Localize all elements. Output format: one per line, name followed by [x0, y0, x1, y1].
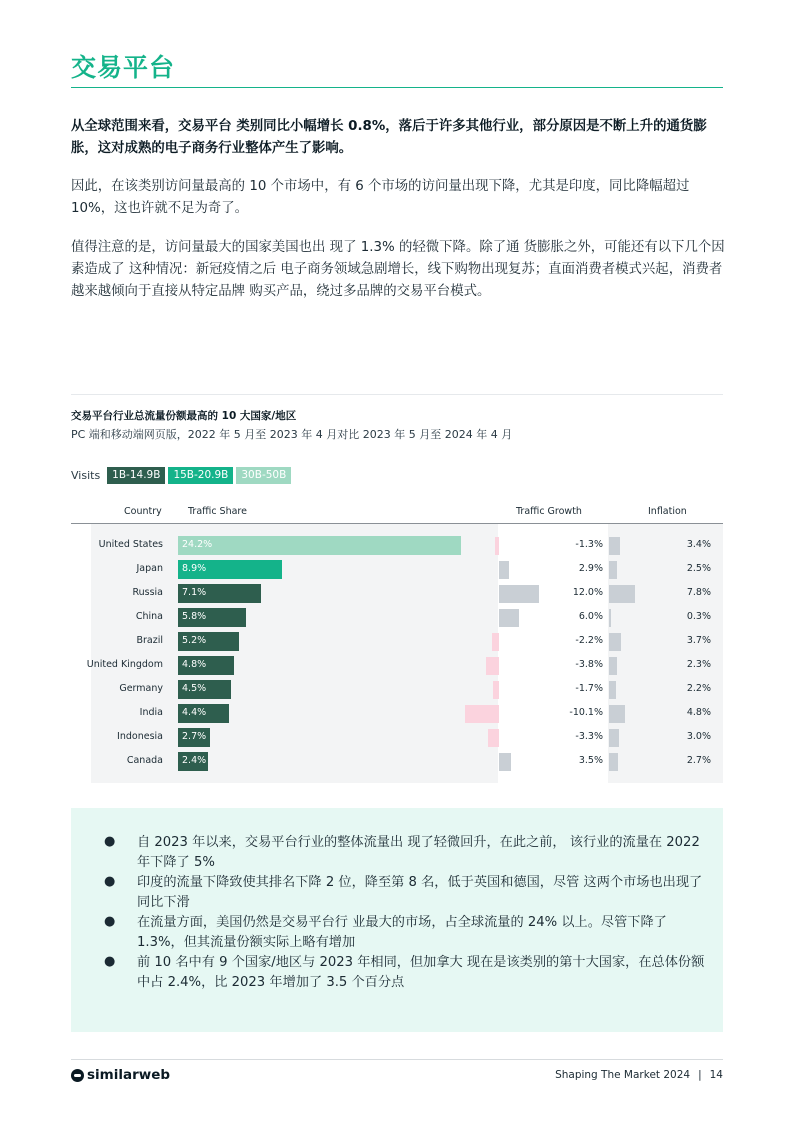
page-title: 交易平台: [71, 53, 176, 82]
inflation-bar: [609, 753, 618, 771]
country-name: India: [139, 707, 163, 718]
top-markets-table: [71, 500, 723, 783]
country-name: Russia: [132, 587, 163, 598]
growth-value: -1.3%: [575, 539, 603, 550]
footer-info: [555, 1069, 723, 1081]
table-row: [71, 654, 723, 678]
share-label: 4.5%: [182, 683, 207, 694]
inflation-bar: [609, 681, 616, 699]
inflation-value: 2.3%: [686, 659, 711, 670]
growth-value: -2.2%: [575, 635, 603, 646]
share-bar: [178, 608, 246, 627]
visits-legend: [71, 467, 291, 484]
header-divider: [71, 523, 723, 524]
share-bar: [178, 656, 234, 675]
footer-divider: [71, 1059, 723, 1060]
table-row: [71, 558, 723, 582]
similarweb-logo: similarweb: [71, 1067, 170, 1083]
inflation-value: 2.2%: [686, 683, 711, 694]
takeaway-item: ● 在流量方面，美国仍然是交易平台行 业最大的市场，占全球流量的 24% 以上。尽管下降了 1.3%，但其流量份额实际上略有增加: [104, 914, 667, 950]
share-label: 5.2%: [182, 635, 207, 646]
country-name: United States: [98, 539, 163, 550]
takeaway-item: ● 前 10 名中有 9 个国家/地区与 2023 年相同，但加拿大 现在是该类别的第十大国家，在总体份额中占 2.4%，比 2023 年增加了 3.5 个百分点: [104, 954, 705, 990]
growth-value: -1.7%: [575, 683, 603, 694]
table-row: [71, 726, 723, 750]
title-divider: [71, 87, 723, 88]
table-row: [71, 606, 723, 630]
country-name: China: [135, 611, 163, 622]
takeaway-item: ● 自 2023 年以来，交易平台行业的整体流量出 现了轻微回升，在此之前， 该行业的流量在 2022 年下降了 5%: [104, 834, 700, 870]
table-row: [71, 534, 723, 558]
growth-bar: [492, 633, 499, 651]
column-header-country: Country: [124, 506, 162, 517]
lead-paragraph: 从全球范围来看，交易平台 类别同比小幅增长 0.8%，落后于许多其他行业，部分原因是不断上升的通货膨胀，这对成熟的电子商务行业整体产生了影响。: [71, 119, 707, 156]
country-name: Indonesia: [117, 731, 163, 742]
inflation-bar: [609, 657, 617, 675]
table-row: [71, 750, 723, 774]
table-row: [71, 678, 723, 702]
chart-subtitle: PC 端和移动端网页版，2022 年 5 月至 2023 年 4 月对比 2023 年 5 月至 2024 年 4 月: [71, 428, 513, 441]
country-name: Germany: [119, 683, 163, 694]
report-name: Shaping The Market 2024: [555, 1069, 691, 1081]
growth-bar: [488, 729, 499, 747]
column-header-growth: Traffic Growth: [516, 506, 582, 517]
similarweb-logo-icon: [71, 1069, 84, 1082]
share-bar: [178, 728, 210, 747]
inflation-bar: [609, 729, 619, 747]
inflation-value: 3.0%: [686, 731, 711, 742]
growth-value: 12.0%: [572, 587, 603, 598]
bullet-icon: ●: [104, 914, 116, 929]
key-takeaways: [71, 808, 723, 1032]
growth-bar: [499, 753, 511, 771]
page-number: 14: [709, 1069, 723, 1081]
growth-value: 3.5%: [578, 755, 603, 766]
share-bar: [178, 584, 261, 603]
bullet-icon: ●: [104, 834, 116, 849]
inflation-value: 3.7%: [686, 635, 711, 646]
growth-value: -10.1%: [569, 707, 603, 718]
body-paragraph-1: 因此，在该类别访问量最高的 10 个市场中，有 6 个市场的访问量出现下降，尤其是印度，同比降幅超过 10%，这也许就不足为奇了。: [71, 179, 690, 216]
growth-bar: [465, 705, 499, 723]
share-label: 2.7%: [182, 731, 207, 742]
inflation-value: 7.8%: [686, 587, 711, 598]
inflation-bar: [609, 585, 635, 603]
inflation-value: 2.7%: [686, 755, 711, 766]
section-divider: [71, 394, 723, 395]
body-paragraph-2: 值得注意的是，访问量最大的国家美国也出 现了 1.3% 的轻微下降。除了通 货膨胀之外，可能还有以下几个因素造成了 这种情况：新冠疫情之后 电子商务领域急剧增长，线下购物出现复苏；直面消费者模式兴起，消费者越来越倾向于直接从特定品牌 购买产品，绕过多品牌的交易平台模式。: [71, 240, 725, 299]
inflation-bar: [609, 537, 620, 555]
inflation-bar: [609, 705, 625, 723]
growth-bar: [486, 657, 499, 675]
share-bar: [178, 680, 231, 699]
inflation-value: 4.8%: [686, 707, 711, 718]
share-bar: [178, 632, 239, 651]
country-name: Japan: [136, 563, 163, 574]
column-header-share: Traffic Share: [188, 506, 247, 517]
bullet-icon: ●: [104, 874, 116, 889]
legend-item-high: 30B-50B: [236, 467, 291, 484]
legend-label: Visits: [71, 469, 101, 482]
growth-value: -3.3%: [575, 731, 603, 742]
inflation-value: 0.3%: [686, 611, 711, 622]
share-bar: [178, 560, 282, 579]
inflation-bar: [609, 633, 621, 651]
country-name: United Kingdom: [86, 659, 163, 670]
share-bar: [178, 752, 208, 771]
legend-item-low: 1B-14.9B: [107, 467, 165, 484]
inflation-value: 3.4%: [686, 539, 711, 550]
takeaway-item: ● 印度的流量下降致使其排名下降 2 位，降至第 8 名，低于英国和德国，尽管 这两个市场也出现了同比下滑: [104, 874, 703, 910]
table-row: [71, 582, 723, 606]
table-row: [71, 630, 723, 654]
footer-separator: |: [698, 1069, 702, 1081]
share-label: 4.8%: [182, 659, 207, 670]
growth-value: 2.9%: [578, 563, 603, 574]
inflation-bar: [609, 561, 617, 579]
share-label: 2.4%: [182, 755, 207, 766]
share-label: 8.9%: [182, 563, 207, 574]
inflation-bar: [609, 609, 611, 627]
growth-bar: [499, 585, 539, 603]
chart-title: 交易平台行业总流量份额最高的 10 大国家/地区: [71, 410, 297, 422]
growth-bar: [493, 681, 499, 699]
share-label: 24.2%: [182, 539, 213, 550]
share-bar: [178, 704, 229, 723]
table-row: [71, 702, 723, 726]
growth-value: -3.8%: [575, 659, 603, 670]
share-label: 7.1%: [182, 587, 207, 598]
column-header-inflation: Inflation: [648, 506, 687, 517]
share-bar: [178, 536, 461, 555]
share-label: 4.4%: [182, 707, 207, 718]
growth-bar: [499, 561, 509, 579]
bullet-icon: ●: [104, 954, 116, 969]
share-label: 5.8%: [182, 611, 207, 622]
country-name: Brazil: [136, 635, 163, 646]
legend-item-mid: 15B-20.9B: [168, 467, 233, 484]
growth-bar: [495, 537, 499, 555]
country-name: Canada: [126, 755, 163, 766]
growth-bar: [499, 609, 519, 627]
growth-value: 6.0%: [578, 611, 603, 622]
inflation-value: 2.5%: [686, 563, 711, 574]
